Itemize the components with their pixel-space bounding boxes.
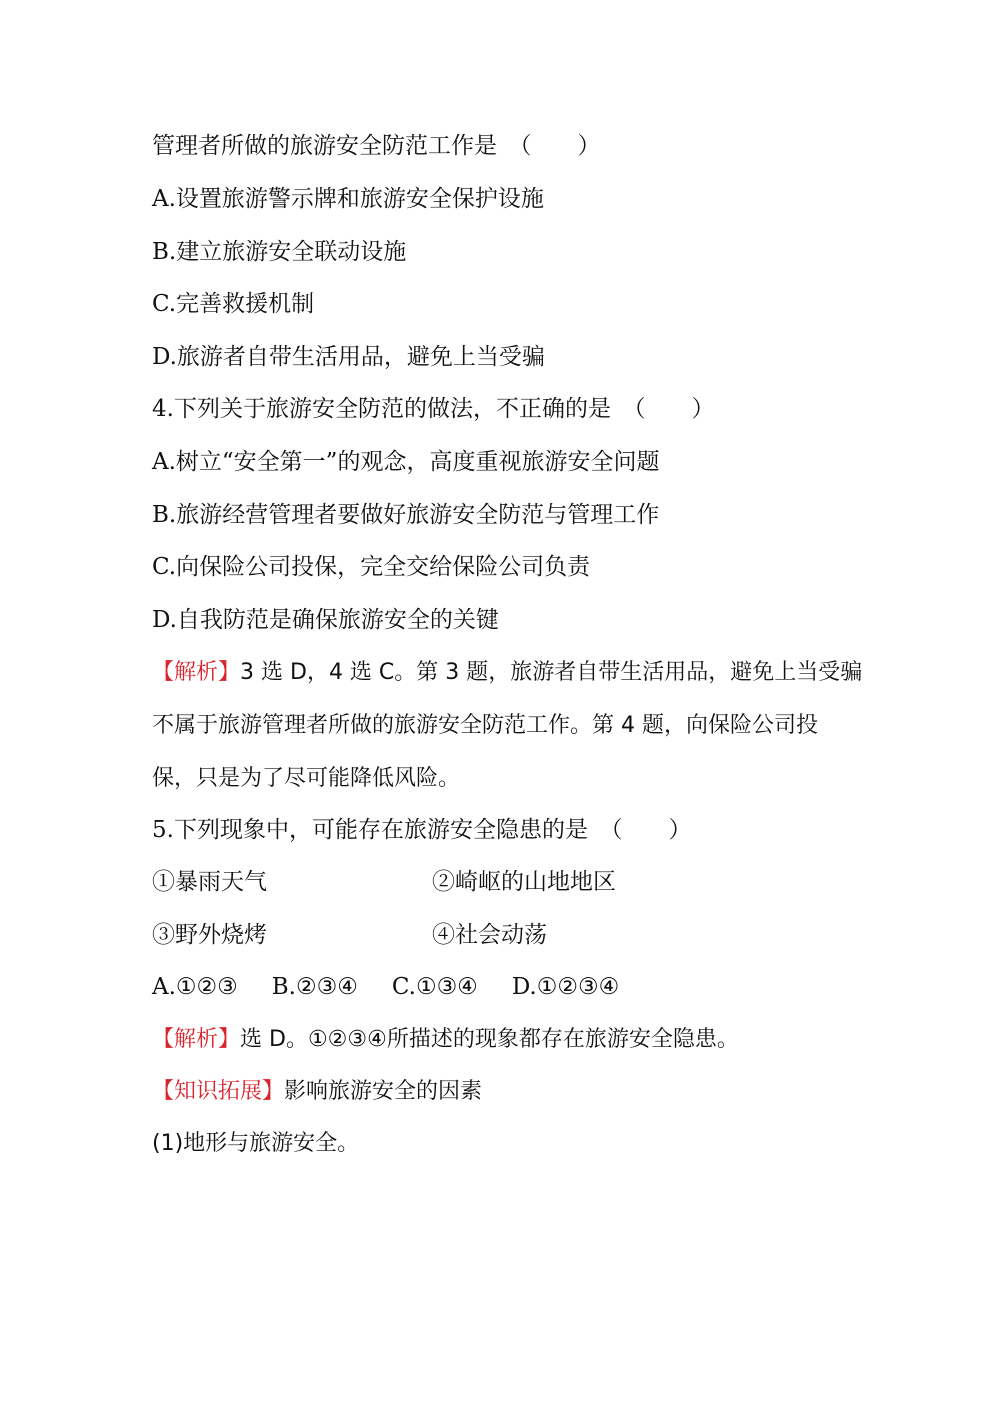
q5-item-2: ②崎岖的山地地区 [432, 869, 616, 895]
q5-item-3: ③野外烧烤 [152, 922, 267, 948]
q3-option-b: B.建立旅游安全联动设施 [152, 239, 407, 265]
q3-stem-continuation: 管理者所做的旅游安全防范工作是 （ ） [152, 133, 601, 159]
q4-option-c: C.向保险公司投保，完全交给保险公司负责 [152, 554, 591, 580]
q3-option-a: A.设置旅游警示牌和旅游安全保护设施 [152, 186, 544, 212]
q4-stem: 4.下列关于旅游安全防范的做法，不正确的是 （ ） [152, 396, 715, 422]
analysis-q3-q4-line1 [152, 658, 862, 688]
q5-option-a: A.①②③ [152, 974, 238, 1000]
analysis-q3-q4-line2: 不属于旅游管理者所做的旅游安全防范工作。第 4 题，向保险公司投 [152, 713, 818, 738]
extension-item-1: (1)地形与旅游安全。 [152, 1131, 360, 1156]
q5-option-b: B.②③④ [271, 974, 358, 1000]
q5-item-1: ①暴雨天气 [152, 869, 267, 895]
q5-option-c: C.①③④ [391, 974, 478, 1000]
extension-title: 影响旅游安全的因素 [284, 1079, 483, 1104]
knowledge-extension [152, 1077, 482, 1107]
q4-option-a: A.树立“安全第一”的观念，高度重视旅游安全问题 [152, 449, 660, 475]
q5-items-row1 [152, 867, 752, 897]
analysis-text: 选 D。①②③④所描述的现象都存在旅游安全隐患。 [240, 1027, 739, 1052]
q3-option-c: C.完善救援机制 [152, 291, 315, 317]
q4-option-d: D.自我防范是确保旅游安全的关键 [152, 607, 499, 633]
q5-item-4: ④社会动荡 [432, 922, 547, 948]
analysis-tag: 【解析】 [152, 660, 241, 685]
q5-stem: 5.下列现象中，可能存在旅游安全隐患的是 （ ） [152, 817, 692, 843]
q5-option-d: D.①②③④ [511, 974, 620, 1000]
q5-items-row2 [152, 920, 752, 950]
q3-option-d: D.旅游者自带生活用品，避免上当受骗 [152, 344, 545, 370]
analysis-tag: 【解析】 [152, 1027, 241, 1052]
analysis-q5 [152, 1025, 739, 1055]
extension-tag: 【知识拓展】 [152, 1079, 285, 1104]
q4-option-b: B.旅游经营管理者要做好旅游安全防范与管理工作 [152, 502, 660, 528]
analysis-text: 3 选 D，4 选 C。第 3 题，旅游者自带生活用品，避免上当受骗 [240, 660, 863, 685]
q5-options-row [152, 972, 619, 1002]
analysis-q3-q4-line3: 保，只是为了尽可能降低风险。 [152, 766, 461, 791]
